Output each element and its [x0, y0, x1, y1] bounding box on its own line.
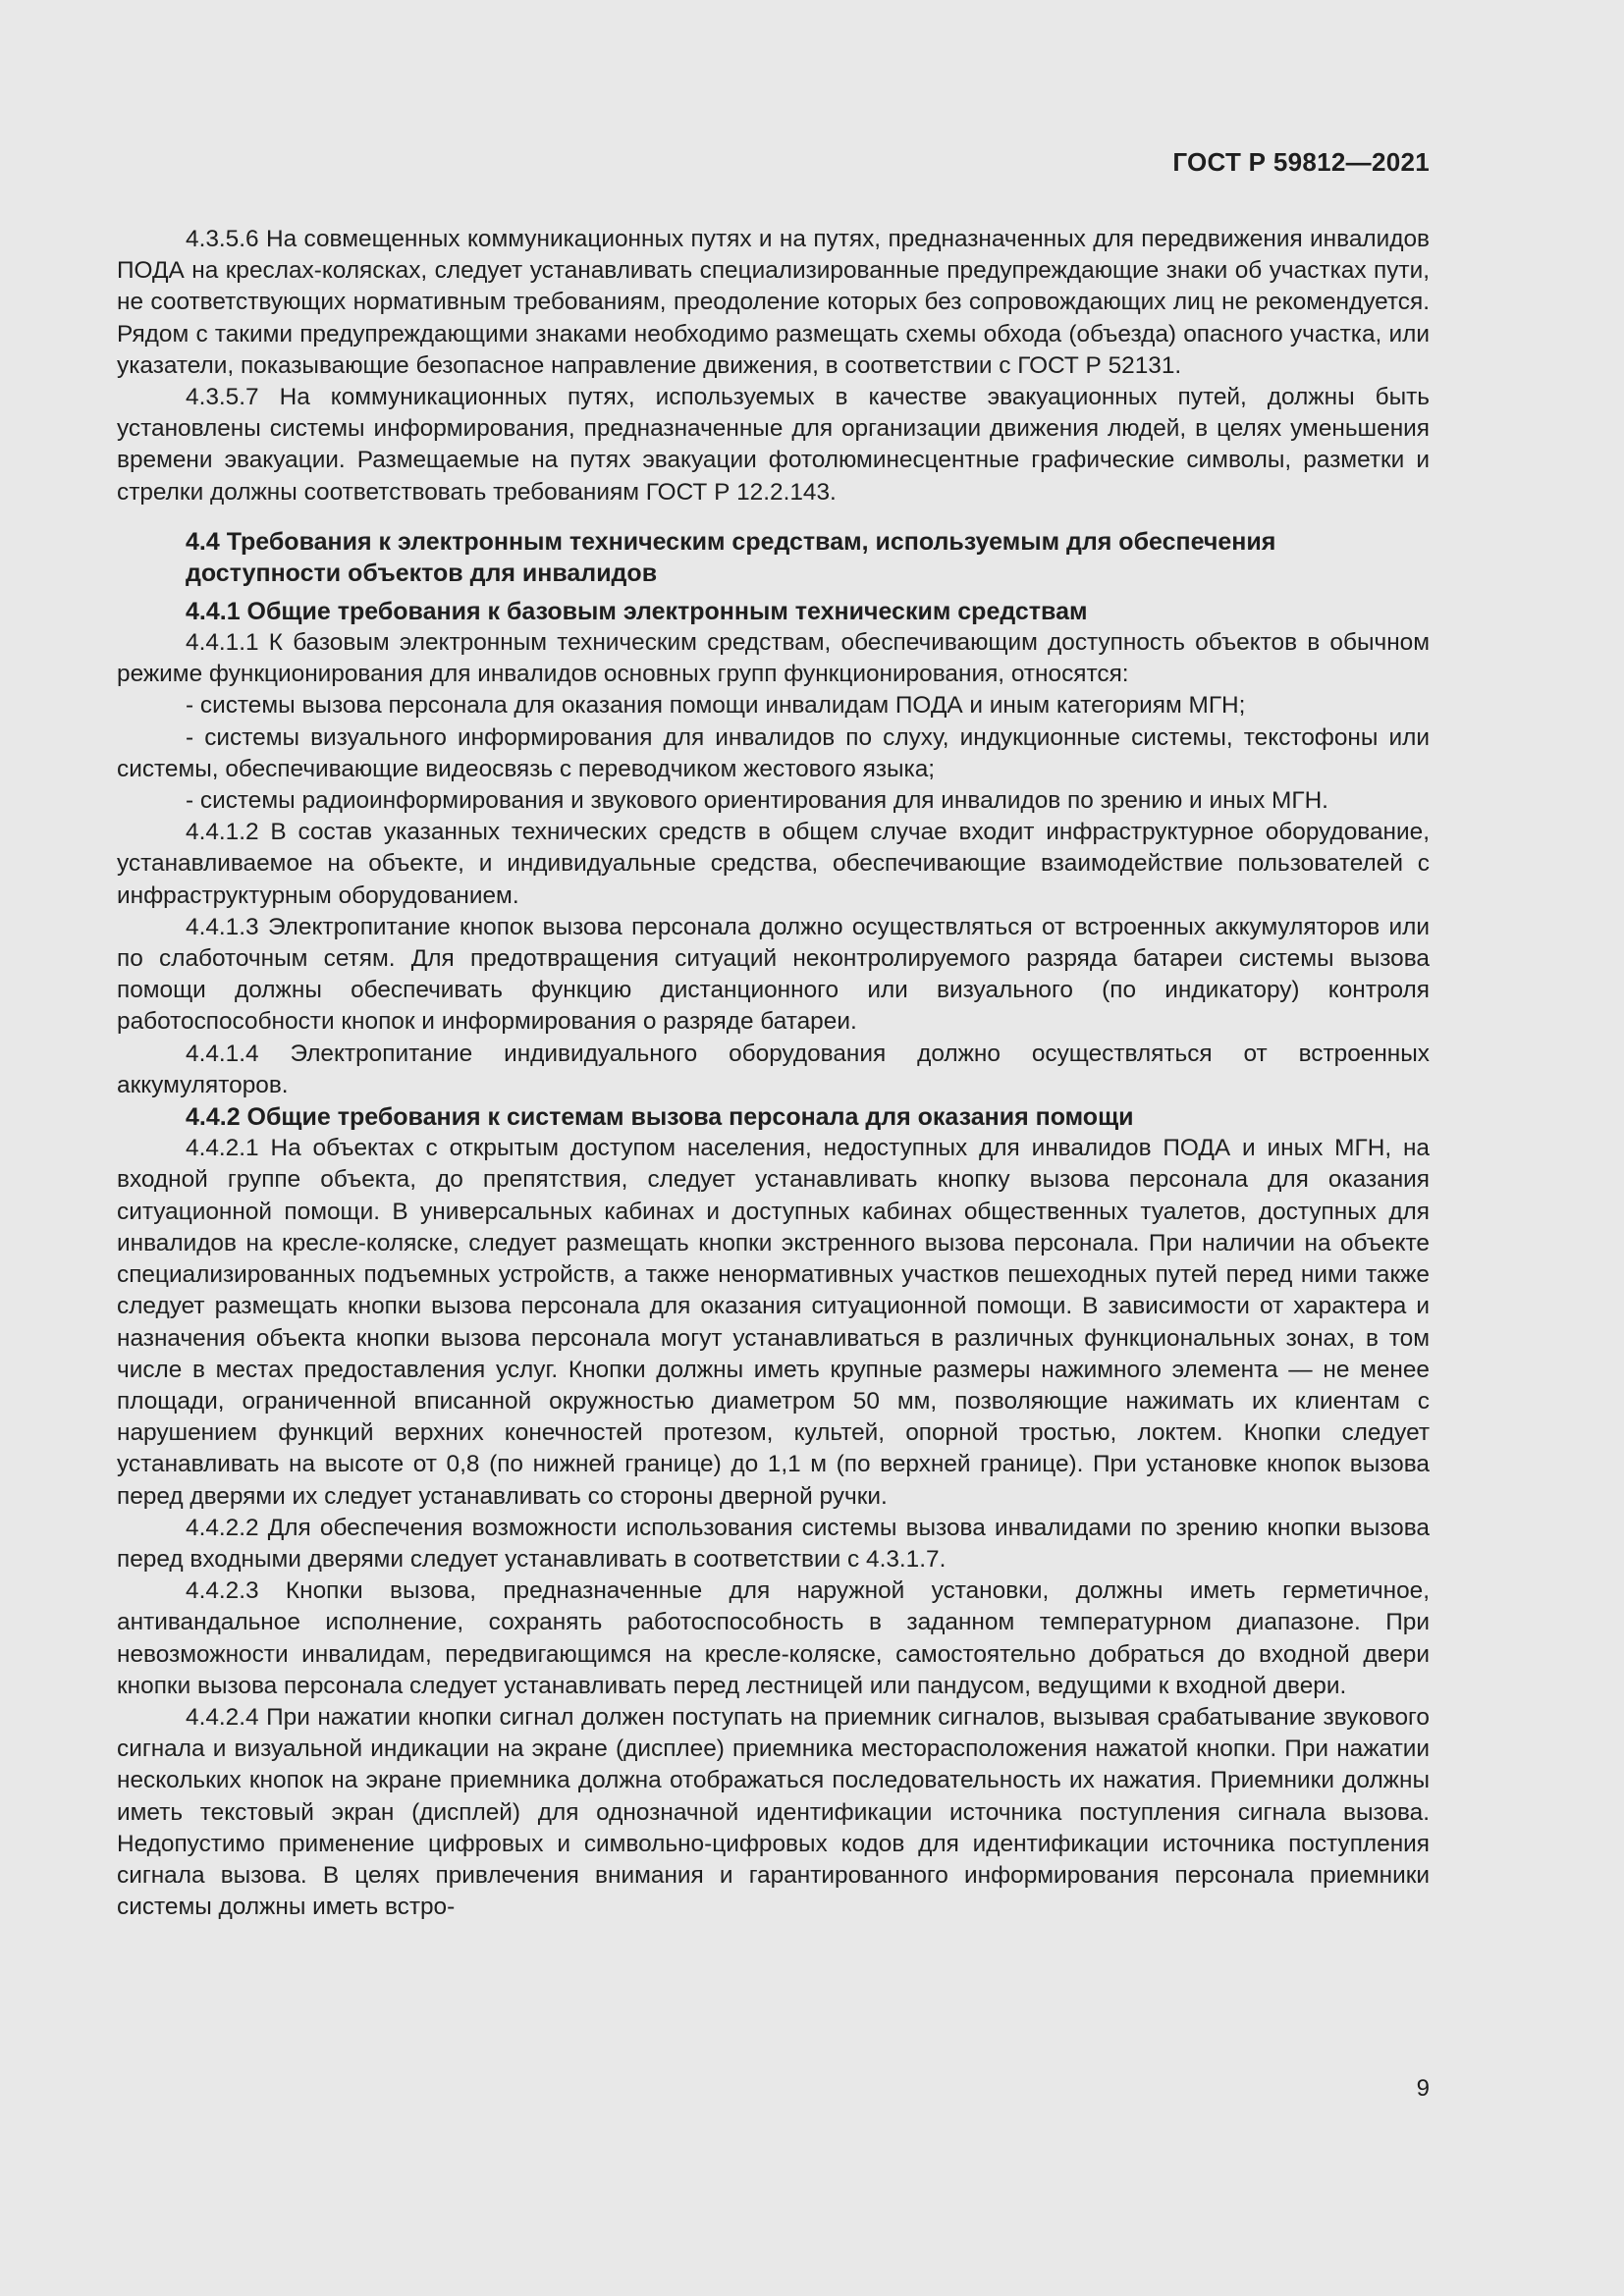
subsection-heading-4-4-2: 4.4.2 Общие требования к системам вызова персонала для оказания помощи — [186, 1103, 1134, 1132]
subsection-heading-4-4-1: 4.4.1 Общие требования к базовым электронным техническим средствам — [186, 597, 1088, 625]
paragraph-4-4-2-2: 4.4.2.2 Для обеспечения возможности использования системы вызова инвалидами по зрению кнопки вызова перед входными дверями следует устанавливать в соответствии с 4.3.1.7. — [117, 1514, 1430, 1573]
paragraph-4-3-5-6: 4.3.5.6 На совмещенных коммуникационных путях и на путях, предназначенных для передвижения инвалидов ПОДА на креслах-колясках, следует устанавливать специализированные предупреждающие знаки об участках пути, не соответствующих нормативным требованиям, преодоление которых без сопровождающих лиц не рекомендуется. Рядом с такими предупреждающими знаками необходимо размещать схемы обхода (объезда) опасного участка, или указатели, показывающие безопасное направление движения, в соответствии с ГОСТ Р 52131. — [117, 226, 1430, 379]
section-heading-4-4: 4.4 Требования к электронным техническим средствам, используемым для обеспечения доступности объектов для инвалидов — [186, 527, 1276, 588]
paragraph-4-4-2-4: 4.4.2.4 При нажатии кнопки сигнал должен поступать на приемник сигналов, вызывая срабатывание звукового сигнала и визуальной индикации на экране (дисплее) приемника месторасположения нажатой кнопки. При нажатии нескольких кнопок на экране приемника должна отображаться последовательность их нажатия. Приемники должны иметь текстовый экран (дисплей) для однозначной идентификации источника поступления сигнала вызова. Недопустимо применение цифровых и символьно-цифровых кодов для идентификации источника поступления сигнала вызова. В целях привлечения внимания и гарантированного информирования персонала приемники системы должны иметь встро- — [117, 1703, 1430, 1921]
page-number: 9 — [1416, 2075, 1430, 2102]
paragraph-4-4-1-4: 4.4.1.4 Электропитание индивидуального оборудования должно осуществляться от встроенных аккумуляторов. — [117, 1040, 1430, 1098]
document-body — [117, 224, 1430, 1923]
paragraph-4-4-1-1: 4.4.1.1 К базовым электронным техническим средствам, обеспечивающим доступность объектов в обычном режиме функционирования для инвалидов основных групп функционирования, относятся: — [117, 629, 1430, 688]
paragraph-4-3-5-7: 4.3.5.7 На коммуникационных путях, используемых в качестве эвакуационных путей, должны быть установлены системы информирования, предназначенные для организации движения людей, в целях уменьшения времени эвакуации. Размещаемые на путях эвакуации фотолюминесцентные графические символы, разметки и стрелки должны соответствовать требованиям ГОСТ Р 12.2.143. — [117, 384, 1430, 506]
paragraph-4-4-1-2: 4.4.1.2 В состав указанных технических средств в общем случае входит инфраструктурное оборудование, устанавливаемое на объекте, и индивидуальные средства, обеспечивающие взаимодействие пользователей с инфраструктурным оборудованием. — [117, 819, 1430, 909]
document-id-header: ГОСТ Р 59812—2021 — [1172, 147, 1430, 177]
paragraph-4-4-2-3: 4.4.2.3 Кнопки вызова, предназначенные для наружной установки, должны иметь герметичное, антивандальное исполнение, сохранять работоспособность в заданном температурном диапазоне. При невозможности инвалидам, передвигающимся на кресле-коляске, самостоятельно добраться до входной двери кнопки вызова персонала следует устанавливать перед лестницей или пандусом, ведущими к входной двери. — [117, 1577, 1430, 1699]
paragraph-4-4-1-3: 4.4.1.3 Электропитание кнопок вызова персонала должно осуществляться от встроенных аккумуляторов или по слаботочным сетям. Для предотвращения ситуаций неконтролируемого разряда батареи системы вызова помощи должны обеспечивать функцию дистанционного или визуального (по индикатору) контроля работоспособности кнопок и информирования о разряде батареи. — [117, 913, 1430, 1036]
list-item: - системы вызова персонала для оказания помощи инвалидам ПОДА и иным категориям МГН; — [186, 692, 1246, 720]
list-item: - системы радиоинформирования и звукового ориентирования для инвалидов по зрению и иных МГН. — [186, 787, 1328, 815]
list-item: - системы визуального информирования для инвалидов по слуху, индукционные системы, текстофоны или системы, обеспечивающие видеосвязь с переводчиком жестового языка; — [117, 723, 1430, 782]
paragraph-4-4-2-1: 4.4.2.1 На объектах с открытым доступом населения, недоступных для инвалидов ПОДА и иных МГН, на входной группе объекта, до препятствия, следует устанавливать кнопку вызова персонала для оказания ситуационной помощи. В универсальных кабинах и доступных кабинах общественных туалетов, доступных для инвалидов на кресле-коляске, следует размещать кнопки экстренного вызова персонала. При наличии на объекте специализированных подъемных устройств, а также ненормативных участков пешеходных путей перед ними также следует размещать кнопки вызова персонала для оказания ситуационной помощи. В зависимости от характера и назначения объекта кнопки вызова персонала могут устанавливаться в различных функциональных зонах, в том числе в местах предоставления услуг. Кнопки должны иметь крупные размеры нажимного элемента — не менее площади, ограниченной вписанной окружностью диаметром 50 мм, позволяющие нажимать их клиентам с нарушением функций верхних конечностей протезом, культей, опорной тростью, локтем. Кнопки следует устанавливать на высоте от 0,8 (по нижней границе) до 1,1 м (по верхней границе). При установке кнопок вызова перед дверями их следует устанавливать со стороны дверной ручки. — [117, 1135, 1430, 1510]
